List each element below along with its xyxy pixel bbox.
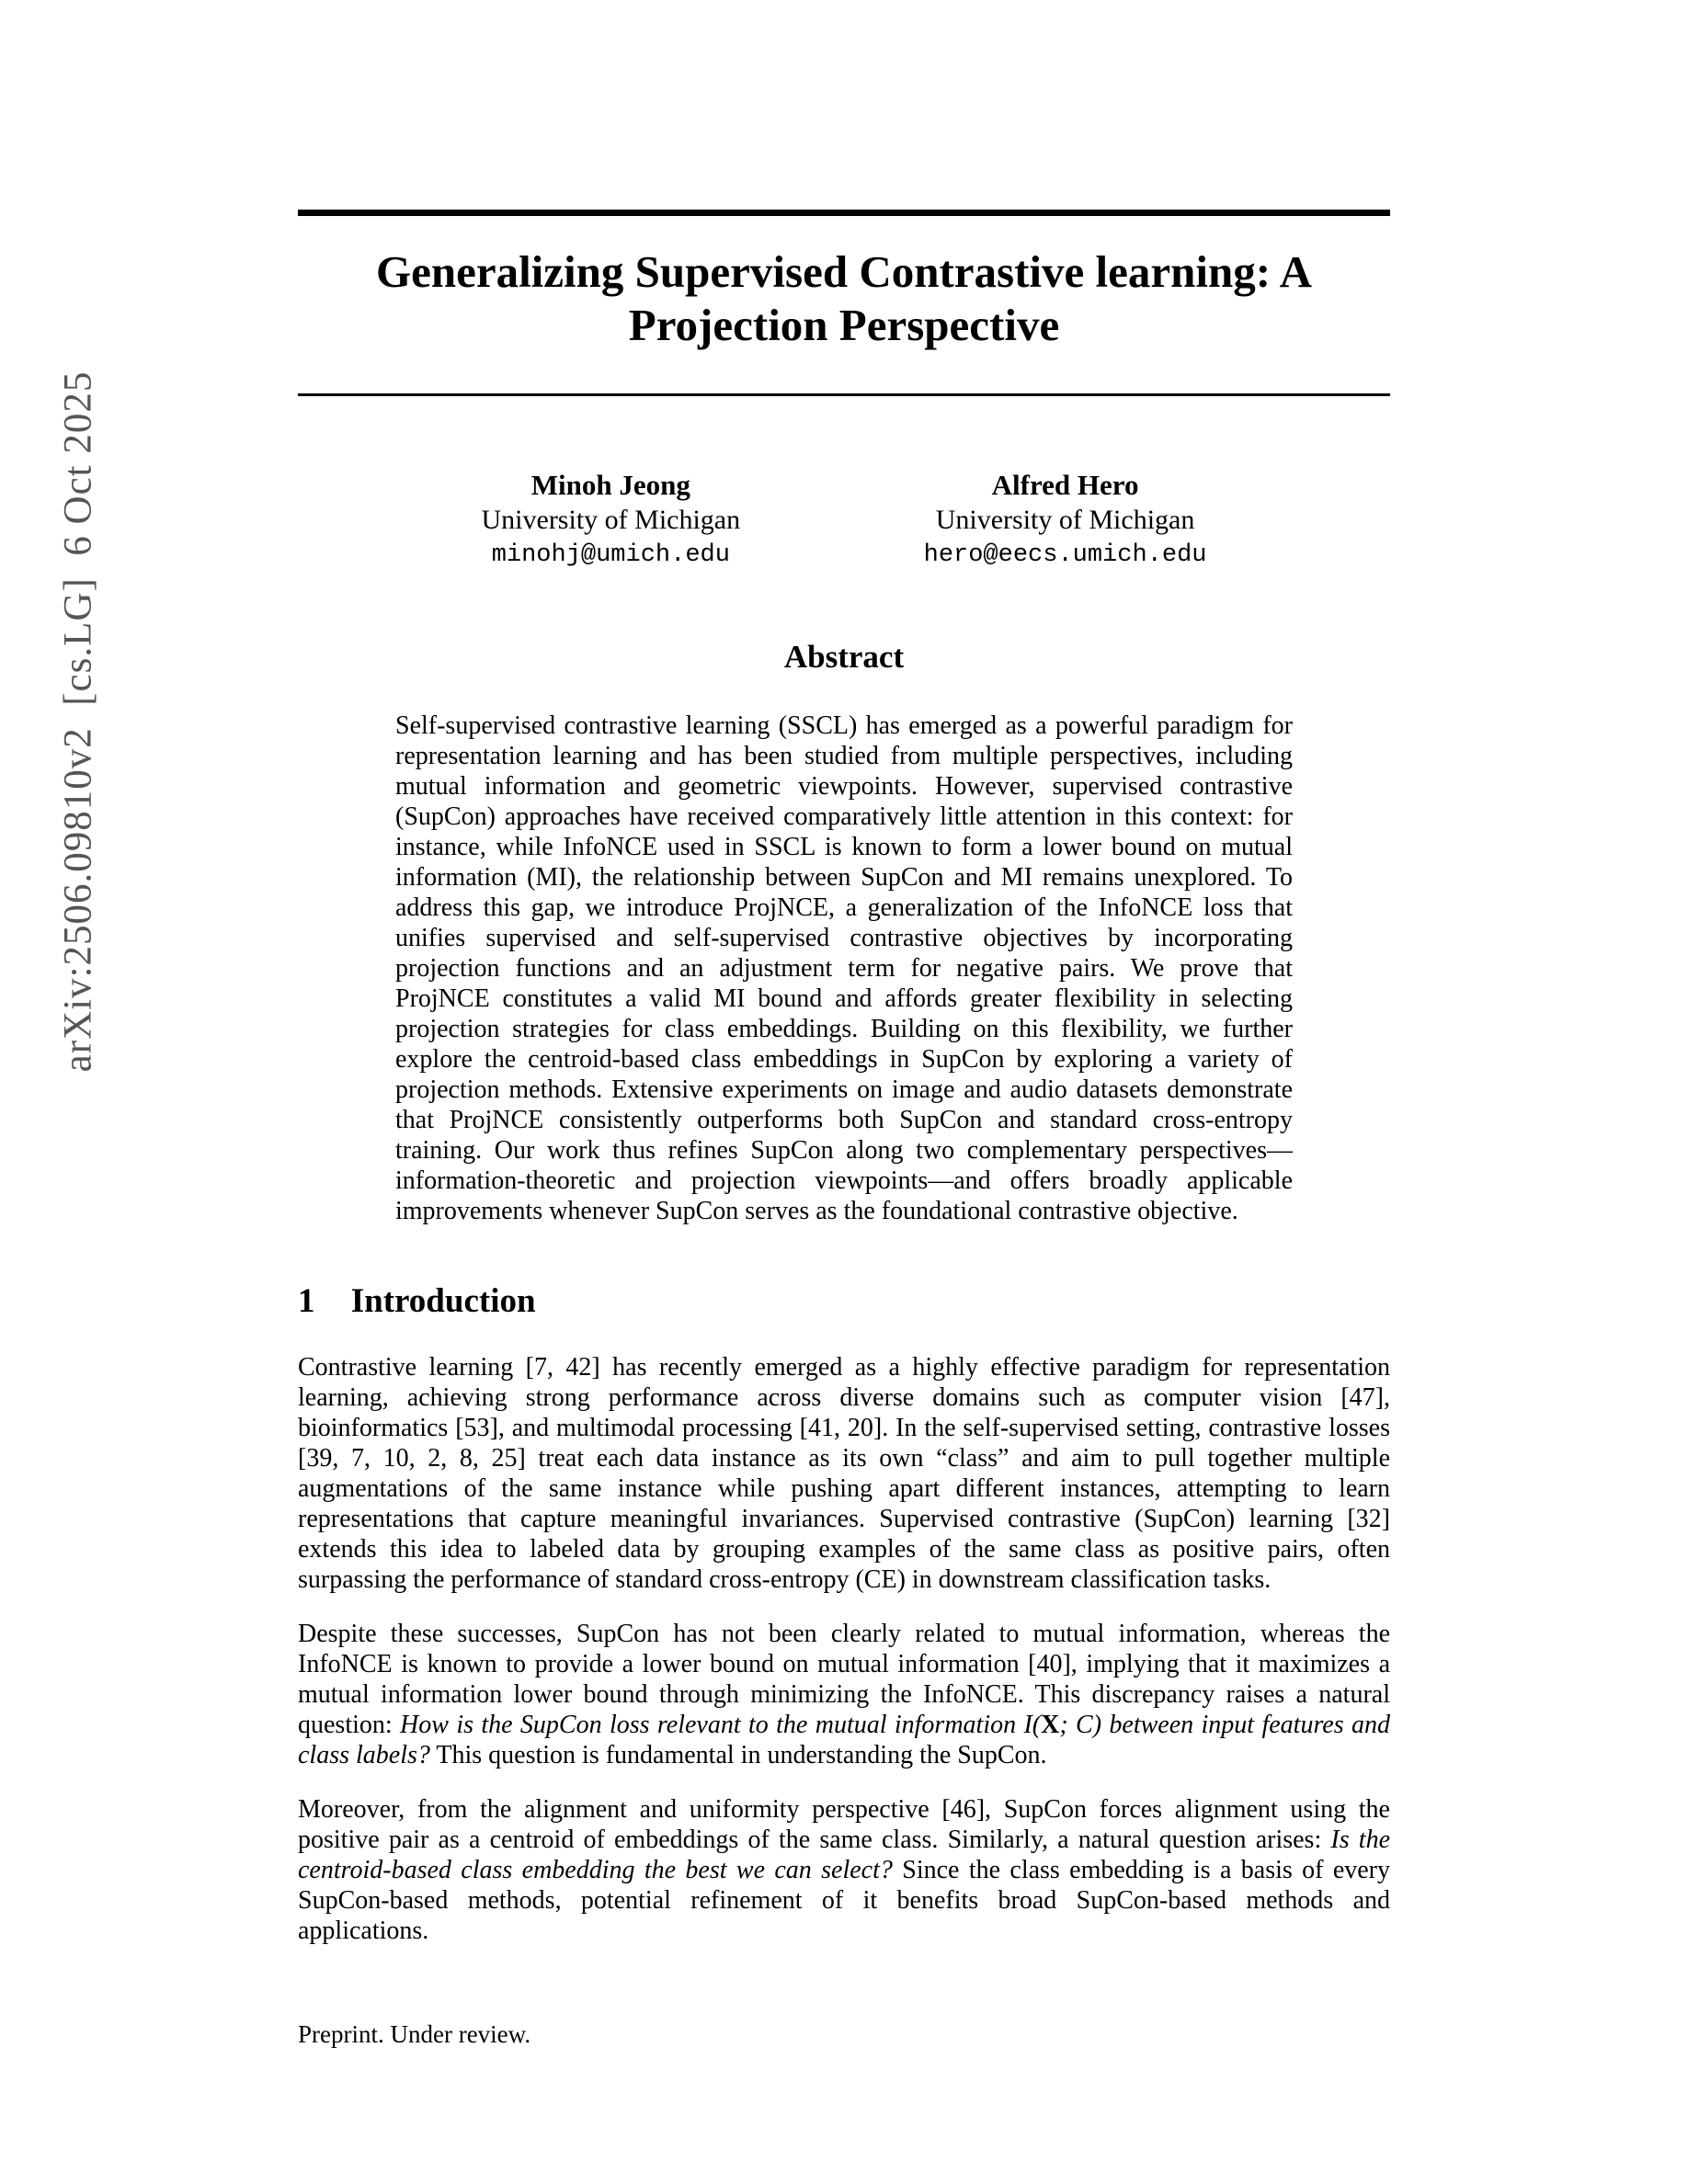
paper-title-line-1: Generalizing Supervised Contrastive learning: A [375, 246, 1313, 297]
author-block [924, 468, 1207, 573]
author-affiliation: University of Michigan [481, 505, 741, 535]
author-row [298, 468, 1390, 573]
intro-paragraph-2: Despite these successes, SupCon has not been clearly related to mutual information, whereas the InfoNCE is known to provide a lower bound on mutual information [40], implying that it maximizes a mutual information lower bound through minimizing the InfoNCE. This discrepancy raises a natural question: How is the SupCon loss relevant to the mutual information I(X; C) between input features and class labels? This question is fundamental in understanding the SupCon. [298, 1620, 1390, 1769]
arxiv-stamp: arXiv:2506.09810v2 [cs.LG] 6 Oct 2025 [56, 370, 100, 1073]
author-email: hero@eecs.umich.edu [923, 541, 1207, 569]
author-email: minohj@umich.edu [491, 541, 730, 569]
intro-paragraph-1: Contrastive learning [7, 42] has recently emerged as a highly effective paradigm for representation learning, achieving strong performance across diverse domains such as computer vision [47], bioinformatics [53], and multimodal processing [41, 20]. In the self-supervised setting, contrastive losses [39, 7, 10, 2, 8, 25] treat each data instance as its own “class” and aim to pull together multiple augmentations of the same instance while pushing apart different instances, attempting to learn representations that capture meaningful invariances. Supervised contrastive (SupCon) learning [32] extends this idea to labeled data by grouping examples of the same class as positive pairs, often surpassing the performance of standard cross-entropy (CE) in downstream classification tasks. [298, 1353, 1390, 1594]
section-title: Introduction [350, 1282, 536, 1320]
section-heading-introduction [298, 1281, 1390, 1321]
paper-title [298, 245, 1390, 352]
abstract-text: Self-supervised contrastive learning (SSCL) has emerged as a powerful paradigm for representation learning and has been studied from multiple perspectives, including mutual information and geometric viewpoints. However, supervised contrastive (SupCon) approaches have received comparatively little attention in this context: for instance, while InfoNCE used in SSCL is known to form a lower bound on mutual information (MI), the relationship between SupCon and MI remains unexplored. To address this gap, we introduce ProjNCE, a generalization of the InfoNCE loss that unifies supervised and self-supervised contrastive objectives by incorporating projection functions and an adjustment term for negative pairs. We prove that ProjNCE constitutes a valid MI bound and affords greater flexibility in selecting projection strategies for class embeddings. Building on this flexibility, we further explore the centroid-based class embeddings in SupCon by exploring a variety of projection methods. Extensive experiments on image and audio datasets demonstrate that ProjNCE consistently outperforms both SupCon and standard cross-entropy training. Our work thus refines SupCon along two complementary perspectives—information-theoretic and projection viewpoints—and offers broadly applicable improvements whenever SupCon serves as the foundational contrastive objective. [395, 711, 1293, 1225]
footer-note: Preprint. Under review. [298, 2020, 531, 2048]
author-name: Minoh Jeong [530, 469, 690, 501]
title-rule-bottom [298, 393, 1390, 396]
author-block [482, 468, 741, 573]
section-number: 1 [298, 1282, 315, 1320]
author-affiliation: University of Michigan [935, 505, 1195, 535]
intro-paragraph-3: Moreover, from the alignment and uniformity perspective [46], SupCon forces alignment using the positive pair as a centroid of embeddings of the same class. Similarly, a natural question arises: Is the centroid-based class embedding the best we can select? Since the class embedding is a basis of every SupCon-based methods, potential refinement of it benefits broad SupCon-based methods and applications. [298, 1795, 1390, 1945]
author-name: Alfred Hero [991, 469, 1139, 501]
paper-content [298, 0, 1390, 1946]
paper-title-line-2: Projection Perspective [628, 300, 1060, 350]
title-rule-top [298, 210, 1390, 216]
abstract-heading: Abstract [783, 639, 905, 675]
